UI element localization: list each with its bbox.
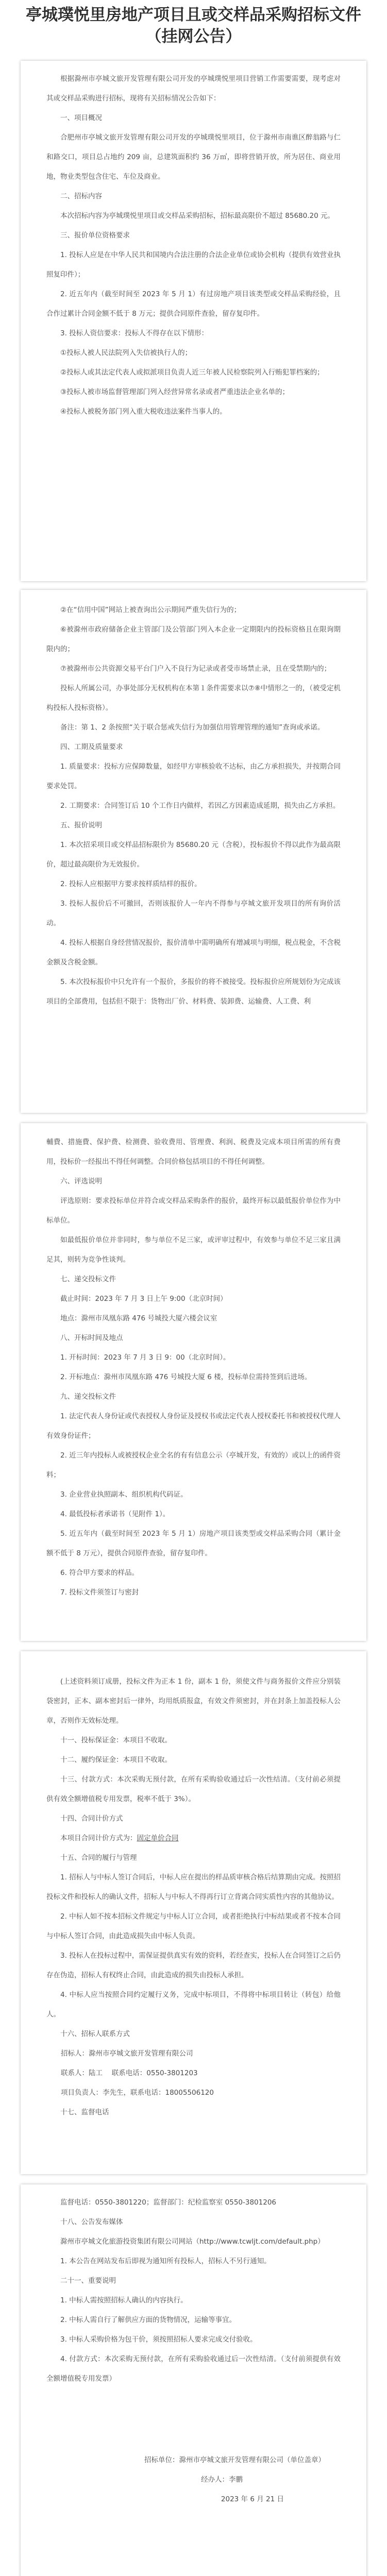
document-page-3 <box>21 1123 366 1641</box>
list-item: ①投标人被人民法院列入失信被执行人的； <box>60 349 192 357</box>
list-item: ②投标人或其法定代表人或拟派项目负责人近三年被人民检察院列入行贿犯罪档案的； <box>60 368 324 377</box>
paragraph: 5. 本次投标报价中只允许有一个报价，多报价的将不被接受。投标报价应所规划份为完成该项目的全部费用，包括但不限于：货物出厂价、材料费、装卸费、运输费、人工费、利 <box>46 978 341 1006</box>
paragraph: 4. 投标人根据自身经营情况报价，报价清单中需明确所有增减项与明细，税点税金，不含税金额及含税金额。 <box>46 939 341 967</box>
section-heading: 十一、投标保证金：本项目不收取。 <box>60 1736 172 1744</box>
deadline-text: 截止时间：2023 年 7 月 3 日上午 9:00（北京时间） <box>60 1295 227 1303</box>
location-text: 地点：滁州市凤凰东路 476 号城投大厦六楼会议室 <box>60 1314 217 1323</box>
paragraph: 3. 投标人报价后不可撤回，否则该报价人一年内不得参与亭城文旅开发项目的所有询价活动。 <box>46 900 341 927</box>
intro-paragraph: 根据滁州市亭城文旅开发管理有限公司开发的亭城璞悦里项目营销工作需要需要，现考虑对其或交样品采购进行招标，现将有关招标情况公告如下： <box>46 75 341 103</box>
section-heading: 七、递交投标文件 <box>60 1275 116 1283</box>
list-item: 1. 中标人需按照招标人确认的内容执行。 <box>60 2296 188 2304</box>
list-item: ⑥被滁州市政府储备企业主管部门及公管部门列入本企业一定期限内的投标资格且在限询期限内的； <box>46 625 341 653</box>
list-item: 1. 本公告在网站发布后即视为通知所有投标人，招标人不另行通知。 <box>60 2257 271 2265</box>
section-heading: 九、递交投标文件 <box>60 1393 116 1401</box>
signature-rep: 经办人：李鹏 <box>201 2476 243 2484</box>
list-item: 2. 开标地点：滁州市凤凰东路 476 号城投大厦 6 楼，投标单位需持签到后进场。 <box>60 1373 312 1381</box>
supervision-phone: 监督电话：0550-3801220；监督部门：纪检监察室 0550-3801206 <box>60 2198 276 2207</box>
paragraph: 1. 本次招采项目或交样品招标限价为 85680.20 元（含税），投标报价不得以此作为最高限价，超过最高限价为无效报价。 <box>46 841 341 869</box>
section-heading: 十二、履约保证金：本项目不收取。 <box>60 1756 172 1764</box>
paragraph: 投标人所属公司，办事处部分无权机构在本第１条件需要求以⑦⑧中情形之一的，（被受定机构投标人投标资格）。 <box>46 684 341 712</box>
contract-type-value: 固定单价合同 <box>137 1834 179 1842</box>
paragraph: 3. 投标人资信要求：投标人不得存在以下情形： <box>60 329 209 337</box>
list-item: 2. 中标人如不按本招标文件规定与中标人订立合同，或者拒绝执行中标结果或者不按本合同与中标人签订合同，由此造成损失由中标人负责。 <box>46 1912 341 1940</box>
list-item: ⑦被滁州市公共资源交易平台门户入不良行为记录或者受市场禁止录，且在受禁期内的； <box>60 665 331 673</box>
contact-line: 招标人：滁州市亭城文旅开发管理有限公司 <box>61 2049 193 2058</box>
paragraph: 本次招标内容为亭城璞悦里项目或交样品采购招标，招标最高限价不超过 85680.20 元。 <box>60 212 334 220</box>
list-item: 7. 投标文件须签订与密封 <box>60 1588 139 1597</box>
document-page-1 <box>21 61 366 581</box>
section-heading: 一、项目概况 <box>60 114 102 122</box>
paragraph: 1. 投标人应是在中华人民共和国境内合法注册的合法企业单位或协会机构（提供有效营业执照复印件）； <box>46 251 341 279</box>
list-item: 4. 中标人应当按照合同约定履行义务，完成中标项目，不得将中标项目转让（转包）给他人。 <box>46 1991 341 2019</box>
list-item: 4. 付款方式：本次采购无预付款，在所有采购验收通过后一次性结清。（支付前须提供有效全额增值税专用发票） <box>46 2355 341 2383</box>
document-page-4 <box>21 1651 366 2174</box>
section-heading: 五、报价说明 <box>60 821 102 829</box>
document-page-2 <box>21 590 366 1113</box>
section-heading: 十七、监督电话 <box>60 2108 109 2116</box>
paragraph: 十三、付款方式：本次采购无预付款，在所有采购验收通过后一次性结清。（支付前必须提供有效全额增值税专用发票，税率不低于 3%）。 <box>46 1775 341 1803</box>
section-heading: 十四、合同计价方式 <box>60 1815 123 1823</box>
list-item: ④投标人被税务部门列入重大税收违法案件当事人的。 <box>60 408 227 416</box>
section-heading: 十六、招标人联系方式 <box>60 2030 130 2038</box>
section-heading: 八、开标时间及地点 <box>60 1334 123 1342</box>
note-paragraph: 备注：第 1、2 条按照“关于联合惩戒失信行为加强信用管理管理的通知”查询或承诺。 <box>60 723 325 732</box>
signature-org: 招标单位：滁州市亭城文旅开发管理有限公司（单位盖章） <box>144 2456 325 2464</box>
paragraph <box>46 1828 341 1848</box>
list-item: 1. 法定代表人身份证或代表授权人身份证及授权书或法定代表人授权委托书和被授权代理人有效身份证件； <box>46 1412 341 1440</box>
contact-line: 联系人：陆工 联系电话：0550-3801203 <box>61 2069 198 2077</box>
section-heading: 十八、公告发布媒体 <box>60 2218 123 2226</box>
paragraph: 2. 工期要求：合同签订后 10 个工作日内做样，若因乙方因素造成延期，损失由乙方承担。 <box>60 802 340 810</box>
spacer <box>46 2388 341 2450</box>
list-item: 3. 中标人采购价格为包干价，须按照招标人要求完成交付验收。 <box>60 2335 257 2344</box>
section-heading: 十五、合同的履行与管理 <box>60 1854 137 1862</box>
document-page-5 <box>21 2184 366 2576</box>
section-heading: 三、报价单位资格要求 <box>60 231 130 240</box>
list-item: 3. 投标人在投标过程中，需保证提供真实有效的资料，若经查实，投标人在合同签订之后仍存在伪造，招标人有权终止合同，由此造成的损失由投标人承担。 <box>46 1952 341 1979</box>
contact-line: 项目负责人：李先生，联系电话：18005506120 <box>61 2089 214 2097</box>
list-item: 2. 近三年内投标人或被授权企业全名的有有信息公示（亭城开发，有效的）或以上的函件资料； <box>46 1451 341 1479</box>
document-title: 亭城璞悦里房地产项目且或交样品采购招标文件（挂网公告） <box>26 6 361 46</box>
paragraph: 2. 投标人应根据甲方要求按样质结样的报价。 <box>60 880 201 888</box>
section-heading: 二、招标内容 <box>60 192 102 200</box>
section-heading: 二十一、重要说明 <box>60 2277 116 2285</box>
list-item: 5. 近五年内（截至时间至 2023 年 5 月 1）房地产项目该类型或交样品采购合同（累计金额不低于 8 万元），提供合同原件查验，留存复印件。 <box>46 1530 341 1557</box>
list-item: 6. 符合甲方要求的样品。 <box>60 1569 139 1577</box>
paragraph: 评选原则：要求投标单位并符合或交样品采购条件的报价，最终开标以最低报价单位作为中标单位。 <box>46 1197 341 1225</box>
paragraph: (上述资料须订成册，投标文件为正本 1 份，副本 1 份，须使文件与商务报价文件应分别装袋密封，正本、副本密封后一律外，均用纸质报盒，有效文件须密封，并在封条上加盖投标人公章，否则作无效标处理。 <box>46 1677 341 1725</box>
paragraph: 如最低报价单位并非同时，参与单位不足三家，或评审过程中，有效参与单位不足三家且满足其，则转为竞争性谈判。 <box>46 1236 341 1264</box>
contract-type-label: 本项目合同计价方式为： <box>60 1834 137 1842</box>
paragraph: 2. 近五年内（截至时间至 2023 年 5 月 1）有过房地产项目该类型或交样品采购经验，且合作过累计合同金额不低于 8 万元；提供合同原件查验，留存复印件。 <box>46 290 341 318</box>
list-item: 2. 中标人需自行了解供应方面的货物情况，运输等事宜。 <box>60 2316 237 2324</box>
media-website: 滁州市亭城文化旅游投资集团有限公司网站（http://www.tcwljt.com/default.php） <box>60 2238 325 2246</box>
list-item: ②在“信用中国”网站上被查询出公示期间严重失信行为的； <box>60 606 241 614</box>
list-item: 4. 最低投标者承诺书（见附件 1）。 <box>60 1510 170 1518</box>
paragraph: 輔費、措施費、保护费、检测费、验收费用、管理费、利润、税费及完成本项目所需的所有费用，投标价一经报出不得任何调整。合同价格包括项目的不得任何调整。 <box>46 1138 341 1166</box>
paragraph: 合肥州市亭城文旅开发管理有限公司开发的亭城璞悦里项目，位于滁州市南谯区醉翁路与仁和路交口，项目总占地约 209 亩，总建筑面积约 36 万㎡，即将营销开放，所为居住、商业用地，物业类型包含住宅、车位及商业。 <box>46 133 341 181</box>
section-heading: 四、工期及质量要求 <box>60 743 123 751</box>
list-item: 1. 招标人与中标人签订合同后，中标人应在提出的样品质审核合格后结算期由完成。按照招投标文件和投标人的确认文件，招标人与中标人不得再行订立背离合同实质性内容的其他协议。 <box>46 1873 341 1901</box>
section-heading: 六、评选说明 <box>60 1177 102 1185</box>
list-item: 1. 开标时间：2023 年 7 月 3 日 9：00（北京时间）。 <box>60 1353 230 1362</box>
paragraph: 1. 质量要求：投标方应保障数量，如经甲方审核验收不达标，由乙方承担损失，并按期合同要求处罚。 <box>46 762 341 790</box>
list-item: 3. 企业营业执照副本、组织机构代码证。 <box>60 1490 188 1499</box>
list-item: ③投标人被市场监督管理部门列入经营异常名录或者严重违法企业名单的； <box>60 388 290 396</box>
signature-date: 2023 年 6 月 21 日 <box>221 2495 284 2503</box>
